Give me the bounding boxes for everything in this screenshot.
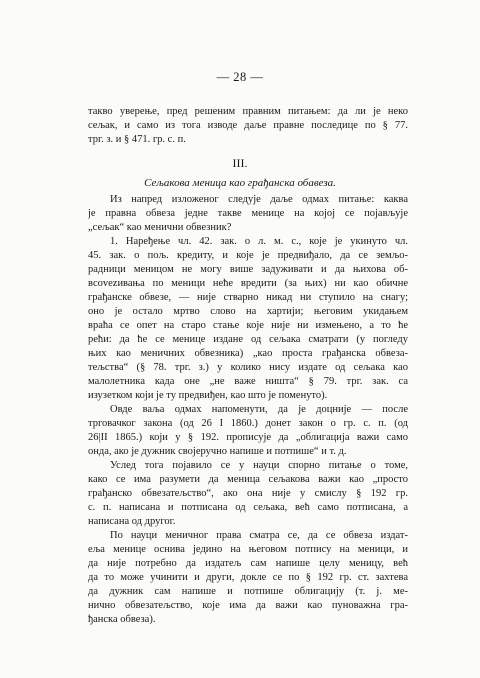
- text-line: 26|II 1865.) који у § 192. прописује да „облигација важи само: [88, 432, 408, 443]
- text-line: 1. Наређење чл. 42. зак. о л. м. с., које је укинуто чл.: [110, 236, 408, 247]
- text-line: написана од другог.: [88, 516, 176, 527]
- section-title: Сељакова меница као грађанска обавеза.: [144, 177, 336, 189]
- paragraph-p3: [88, 403, 408, 459]
- text-line: вcovezивања по меници неће вредити (за њих) ни као обичне: [88, 278, 408, 289]
- section-body: [88, 193, 408, 627]
- text-line: ђанска обвеза).: [88, 614, 156, 625]
- text-line: По науци меничног права сматра се, да се обвеза издат-: [110, 530, 408, 541]
- text-line: грађанско обвезатељство“, ако она није у смислу § 192 гр.: [88, 488, 408, 499]
- text-line: трговачког закона (од 26 I 1860.) донет закон о гр. с. п. (од: [88, 418, 408, 429]
- text-line: Из напред изложеног следује даље одмах питање: каква: [110, 194, 408, 205]
- paragraph-p1: [88, 193, 408, 235]
- text-line: да то може учинити и други, докле се по § 192 гр. ст. захтева: [88, 572, 408, 583]
- text-line: радници меницом не могу више задуживати и да њихова об-: [88, 264, 408, 275]
- text-line: њих као меничних обвезника) „као проста грађанска обвеза-: [88, 348, 408, 359]
- paragraph-p5: [88, 529, 408, 627]
- text-line: нично обвезатељство, које има да важи као пуноважна гра-: [88, 600, 408, 611]
- page-number: — 28 —: [216, 70, 264, 84]
- text-line: је правна обвеза једне такве менице на којој се појављује: [88, 208, 408, 219]
- paragraph-p2: [88, 235, 408, 403]
- text-line: да није потребно да издатељ сам напише целу меницу, већ: [88, 558, 408, 569]
- text-line: Овде ваља одмах напоменути, да је доцније — после: [110, 404, 408, 415]
- text-line: да дужник сам напише и потпише облигацију (т. ј. ме-: [88, 586, 408, 597]
- text-line: еља менице оснива једино на његовом потпису на меници, и: [88, 544, 408, 555]
- text-line: грађанске обвезе, — није стварно никад ни ступило на снагу;: [88, 292, 408, 303]
- intro-paragraph: [88, 105, 408, 147]
- text-line: такво уверење, пред решеним правним питањем: да ли је неко: [88, 106, 408, 117]
- text-line: рећи: да ће се менице издане од сељака сматрати (у погледу: [88, 334, 408, 345]
- text-line: трг. з. и § 471. гр. с. п.: [88, 134, 186, 145]
- text-line: оно је остало мртво слово на хартији; његовим укидањем: [88, 306, 408, 317]
- text-line: враћа се опет на старо стање које није ни измењено, а то ће: [88, 320, 408, 331]
- text-line: 45. зак. о пољ. кредиту, и које је предвиђало, да се земљо-: [88, 250, 408, 261]
- text-line: сељак, и само из тога изводе даље правне последице по § 77.: [88, 120, 408, 131]
- text-line: с. п. написана и потписана од сељака, већ само потписана, а: [88, 502, 408, 513]
- text-line: изузетком који је ту предвиђен, као што је поменуто).: [88, 390, 328, 401]
- text-line: малолетника када оне „не важе ништа“ § 79. трг. зак. са: [88, 376, 408, 387]
- text-line: онда, ако је дужник својеручно напише и потпише“ и т. д.: [88, 446, 347, 457]
- section-number: III.: [232, 156, 248, 170]
- text-line: Услед тога појавило се у науци спорно питање о томе,: [110, 460, 408, 471]
- text-line: како се има разумети да меница сељакова важи као „просто: [88, 474, 408, 485]
- paragraph-p4: [88, 459, 408, 529]
- text-line: тељства“ (§ 78. трг. з.) у колико нису издате од сељака као: [88, 362, 408, 373]
- text-line: „сељак“ као менични обвезник?: [88, 222, 232, 233]
